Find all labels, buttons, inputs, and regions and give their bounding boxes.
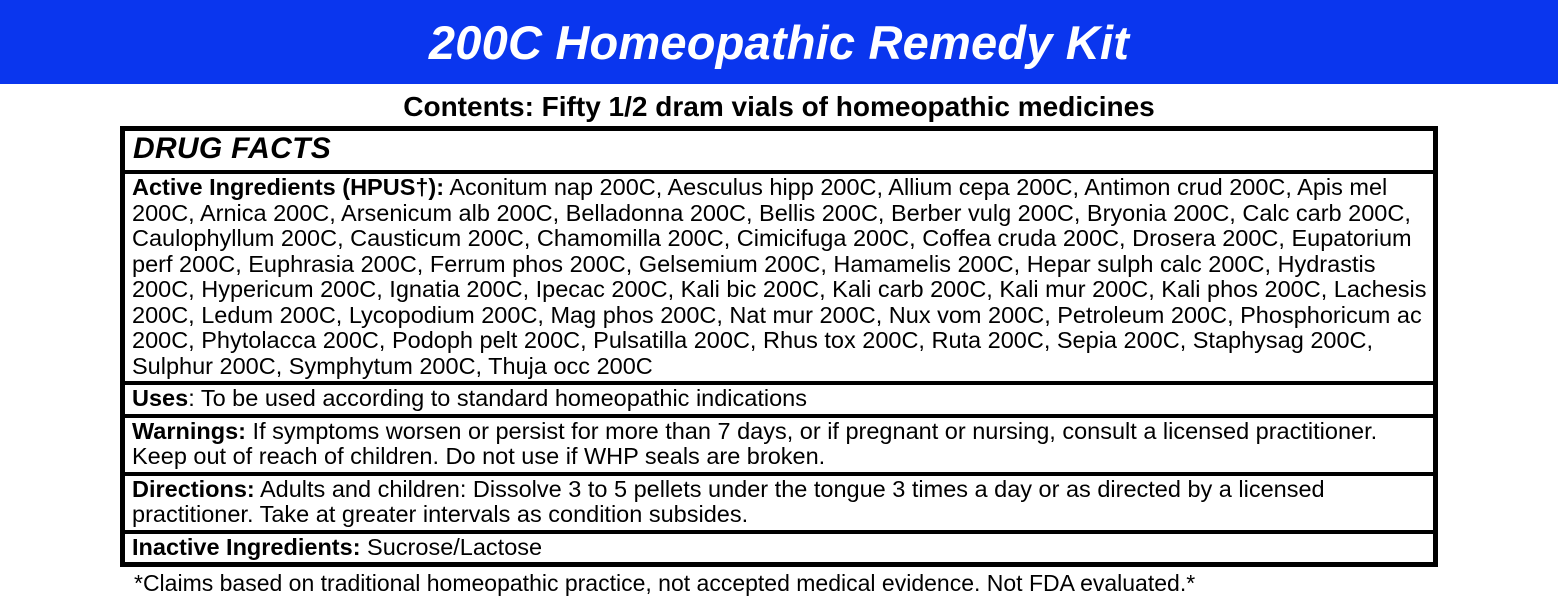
- active-ingredients-text: Aconitum nap 200C, Aesculus hipp 200C, Allium cepa 200C, Antimon crud 200C, Apis mel 200C, Arnica 200C, Arsenicum alb 200C, Belladonna 200C, Bellis 200C, Berber vulg 200C, Bryonia 200C, Calc carb 200C, Caulophyllum 200C, Causticum 200C, Chamomilla 200C, Cimicifuga 200C, Coffea cruda 200C, Drosera 200C, Eupatorium perf 200C, Euphrasia 200C, Ferrum phos 200C, Gelsemium 200C, Hamamelis 200C, Hepar sulph calc 200C, Hydrastis 200C, Hypericum 200C, Ignatia 200C, Ipecac 200C, Kali bic 200C, Kali carb 200C, Kali mur 200C, Kali phos 200C, Lachesis 200C, Ledum 200C, Lycopodium 200C, Mag phos 200C, Nat mur 200C, Nux vom 200C, Petroleum 200C, Phosphoricum ac 200C, Phytolacca 200C, Podoph pelt 200C, Pulsatilla 200C, Rhus tox 200C, Ruta 200C, Sepia 200C, Staphysag 200C, Sulphur 200C, Symphytum 200C, Thuja occ 200C: [132, 174, 1427, 379]
- package-contents-line: Contents: Fifty 1/2 dram vials of homeopathic medicines: [403, 91, 1155, 122]
- active-ingredients-row: [125, 170, 1433, 381]
- active-ingredients-label: Active Ingredients (HPUS†):: [132, 174, 445, 200]
- drug-facts-heading: DRUG FACTS: [133, 132, 331, 165]
- inactive-ingredients-label: Inactive Ingredients:: [132, 533, 361, 560]
- uses-text: : To be used according to standard homeopathic indications: [188, 385, 807, 411]
- inactive-ingredients-text: Sucrose/Lactose: [360, 533, 543, 560]
- uses-label: Uses: [132, 385, 189, 411]
- product-title: 200C Homeopathic Remedy Kit: [428, 15, 1130, 69]
- directions-label: Directions:: [132, 475, 255, 502]
- directions-row: [125, 472, 1433, 530]
- drug-facts-panel: [120, 126, 1438, 567]
- drug-facts-box: [120, 126, 1438, 567]
- warnings-row: [125, 414, 1433, 472]
- uses-row: [125, 381, 1433, 414]
- warnings-text: If symptoms worsen or persist for more than 7 days, or if pregnant or nursing, consult a licensed practitioner. Keep out of reach of children. Do not use if WHP seals are broken.: [132, 417, 1378, 469]
- inactive-ingredients-row: [125, 530, 1433, 563]
- directions-text: Adults and children: Dissolve 3 to 5 pellets under the tongue 3 times a day or as directed by a licensed practitioner. Take at greater intervals as condition subsides.: [132, 475, 1325, 527]
- claims-disclaimer-footnote: *Claims based on traditional homeopathic practice, not accepted medical evidence. Not FDA evaluated.*: [134, 570, 1196, 596]
- product-title-banner: [0, 0, 1558, 84]
- warnings-label: Warnings:: [132, 417, 247, 444]
